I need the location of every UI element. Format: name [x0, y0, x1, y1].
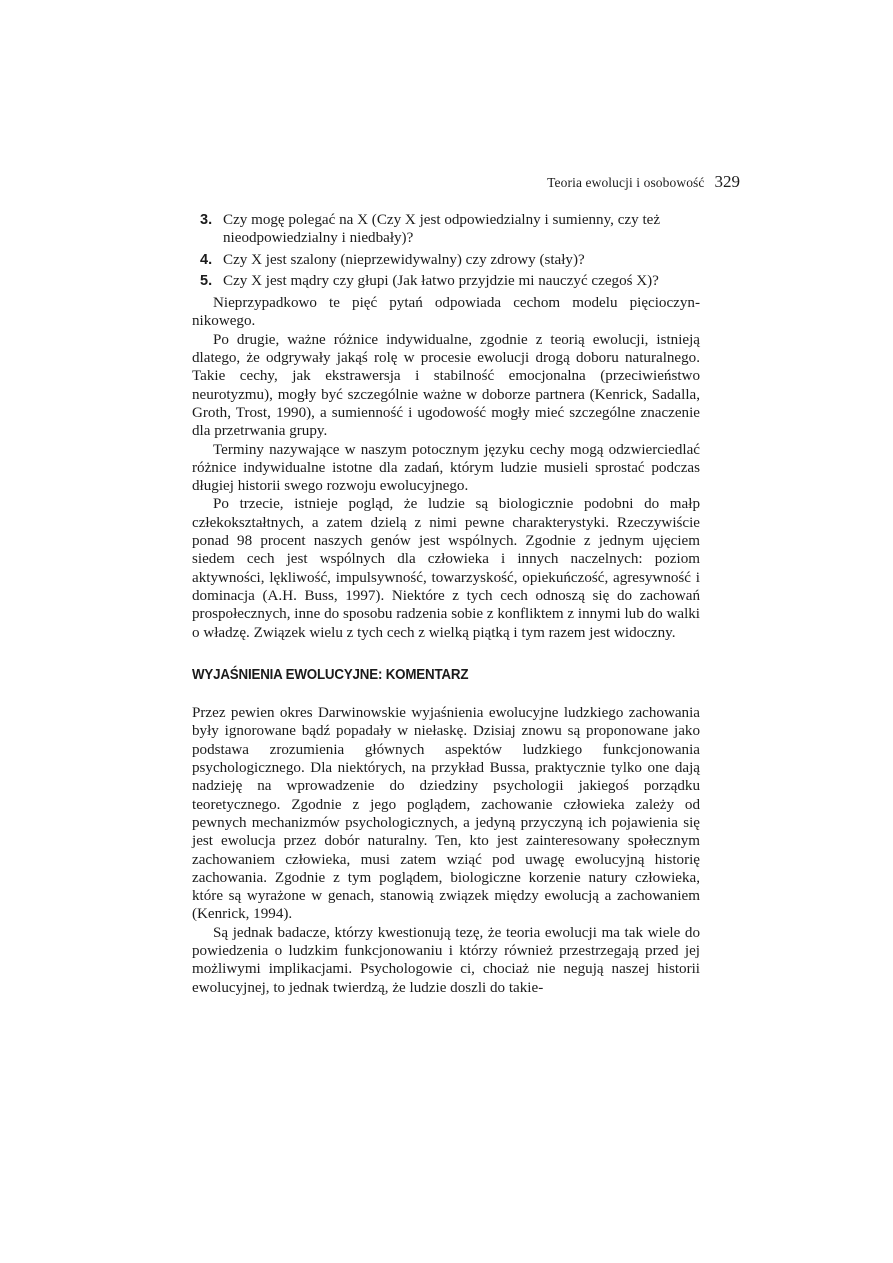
running-head: [547, 172, 740, 192]
paragraph: Po trzecie, istnieje pogląd, że ludzie są biologicznie podobni do małp człekokształtnych, a zatem dzielą z nimi pewne charakterystyki. Rzeczywiście ponad 98 procent naszych genów jest wspólnych. Zgodnie z jednym ujęciem siedem cech jest wspólnych dla człowieka i innych naczelnych: poziom aktywności, lękliwość, impulsywność, towarzyskość, opiekuńczość, agresywność i dominacja (A.H. Buss, 1997). Niektóre z tych cech odnoszą się do zachowań prospołecznych, inne do sposobu radzenia sobie z konfliktem z innymi lub do walki o władzę. Związek wielu z tych cech z wielką piątką i tym razem jest widoczny.: [192, 496, 700, 641]
question-item: [192, 251, 700, 269]
question-list: [192, 211, 700, 290]
question-number: 4.: [200, 251, 213, 268]
page-body: [192, 211, 700, 997]
question-text: Czy mogę polegać na X (Czy X jest odpowiedzialny i sumienny, czy też nieodpowiedzialny i niedbały)?: [223, 212, 661, 247]
paragraph: Po drugie, ważne różnice indywidualne, zgodnie z teorią ewolucji, istnieją dlatego, że odgrywały jakąś rolę w procesie ewolucji drogą doboru naturalnego. Takie cechy, jak ekstrawersja i stabilność emocjonalna (przeciwieństwo neurotyzmu), mogły być szczególnie ważne w doborze partnera (Kenrick, Sadalla, Groth, Trost, 1990), a sumienność i ugodowość mogły mieć szczególne znaczenie dla przetrwania grupy.: [192, 331, 700, 440]
paragraph: Są jednak badacze, którzy kwestionują tezę, że teoria ewolucji ma tak wiele do powiedzenia o ludzkim funkcjonowaniu i którzy również przestrzegają przed jej możliwymi implikacjami. Psychologowie ci, chociaż nie negują naszej historii ewolucyjnej, to jednak twierdzą, że ludzie doszli do takie-: [192, 924, 700, 996]
section-heading: WYJAŚNIENIA EWOLUCYJNE: KOMENTARZ: [192, 666, 469, 683]
paragraph: Nieprzypadkowo te pięć pytań odpowiada cechom modelu pięcioczynnikowego.: [192, 295, 700, 330]
question-text: Czy X jest szalony (nieprzewidywalny) czy zdrowy (stały)?: [223, 251, 585, 268]
question-item: [192, 211, 700, 248]
paragraph: Przez pewien okres Darwinowskie wyjaśnienia ewolucyjne ludzkiego zachowania były ignorowane bądź popadały w niełaskę. Dzisiaj znowu są proponowane jako podstawa zrozumienia głównych aspektów ludzkiego funkcjonowania psychologicznego. Dla niektórych, na przykład Bussa, praktycznie tylko one dają nadzieję na wprowadzenie do dziedziny psychologii jakiegoś porządku teoretycznego. Zgodnie z jego poglądem, zachowanie człowieka zależy od pewnych mechanizmów psychologicznych, a jedyną przyczyną ich pojawienia się jest ewolucja przez dobór naturalny. Ten, kto jest zainteresowany społecznym zachowaniem człowieka, musi zatem wziąć pod uwagę ewolucyjną historię zachowania. Zgodnie z tym poglądem, biologiczne korzenie natury człowieka, które są wyrażone w genach, stanowią związek między ewolucją a zachowaniem (Kenrick, 1994).: [192, 705, 700, 923]
question-item: [192, 272, 700, 290]
question-number: 3.: [200, 212, 213, 228]
question-text: Czy X jest mądry czy głupi (Jak łatwo przyjdzie mi nauczyć czegoś X)?: [223, 272, 659, 289]
question-number: 5.: [200, 272, 213, 289]
page-number: 329: [714, 172, 740, 191]
paragraph: Terminy nazywające w naszym potocznym języku cechy mogą odzwierciedlać różnice indywidualne istotne dla zadań, którym ludzie musieli sprostać podczas długiej historii swego rozwoju ewolucyjnego.: [192, 441, 700, 495]
running-head-title: Teoria ewolucji i osobowość: [547, 175, 705, 190]
